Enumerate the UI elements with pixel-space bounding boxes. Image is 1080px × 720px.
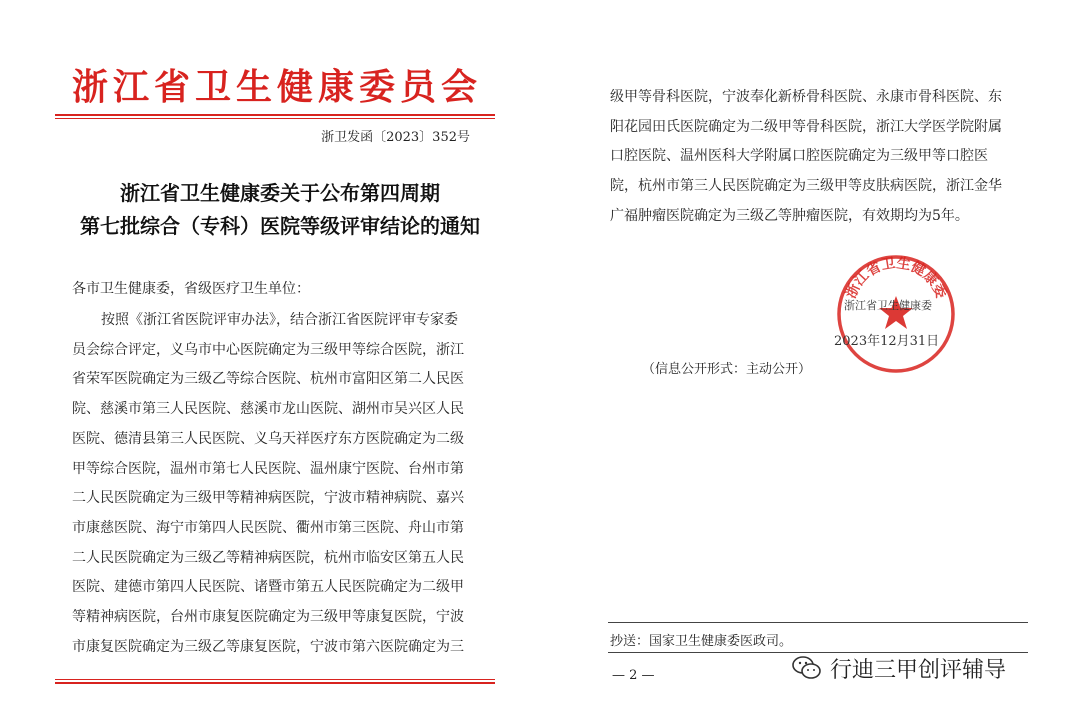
title-line: 第七批综合（专科）医院等级评审结论的通知 xyxy=(80,214,480,238)
body-line: 医院、建德市第四人民医院、诸暨市第五人民医院确定为二级甲 xyxy=(72,579,464,596)
body-line: 员会综合评定，义乌市中心医院确定为三级甲等综合医院，浙江 xyxy=(72,341,464,358)
issuer-header: 浙江省卫生健康委员会 xyxy=(72,66,483,108)
body-line: 口腔医院、温州医科大学附属口腔医院确定为三级甲等口腔医 xyxy=(610,148,988,165)
footer-rule-thick xyxy=(55,682,495,684)
wechat-icon xyxy=(790,651,824,685)
body-line: 阳花园田氏医院确定为二级甲等骨科医院，浙江大学医学院附属 xyxy=(610,118,1002,135)
header-rule-thin xyxy=(55,118,495,119)
body-text xyxy=(72,306,482,662)
seal-issuer: 浙江省卫生健康委 xyxy=(844,299,932,312)
document-number: 浙卫发函〔2023〕352号 xyxy=(321,130,470,145)
body-line: 市康复医院确定为三级乙等康复医院，宁波市第六医院确定为三 xyxy=(72,638,464,655)
watermark xyxy=(790,651,1006,685)
svg-text:浙江省卫生健康委 xyxy=(842,254,950,301)
body-line: 甲等综合医院，温州市第七人民医院、温州康宁医院、台州市第 xyxy=(72,460,464,477)
addressee: 各市卫生健康委，省级医疗卫生单位： xyxy=(72,281,310,297)
body-line: 市康慈医院、海宁市第四人民医院、衢州市第三医院、舟山市第 xyxy=(72,519,464,536)
body-line: 医院、德清县第三人民医院、义乌天祥医疗东方医院确定为二级 xyxy=(72,430,464,447)
body-line: 院、慈溪市第三人民医院、慈溪市龙山医院、湖州市吴兴区人民 xyxy=(72,401,464,418)
body-line: 二人民医院确定为三级甲等精神病医院，宁波市精神病院、嘉兴 xyxy=(72,490,464,507)
body-line: 等精神病医院，台州市康复医院确定为三级甲等康复医院，宁波 xyxy=(72,609,464,626)
body-line: 省荣军医院确定为三级乙等综合医院、杭州市富阳区第二人民医 xyxy=(72,371,464,388)
body-line: 级甲等骨科医院，宁波奉化新桥骨科医院、永康市骨科医院、东 xyxy=(610,89,1002,105)
body-text-continued xyxy=(610,83,1030,232)
cc-rule-top xyxy=(608,622,1028,623)
cc-line: 抄送：国家卫生健康委医政司。 xyxy=(610,634,793,649)
header-rule-thick xyxy=(55,114,495,116)
watermark-text: 行迪三甲创评辅导 xyxy=(830,657,1007,683)
body-line: 二人民医院确定为三级乙等精神病医院，杭州市临安区第五人民 xyxy=(72,549,464,566)
title-line: 浙江省卫生健康委关于公布第四周期 xyxy=(120,181,440,205)
official-seal xyxy=(836,254,956,374)
body-line: 院，杭州市第三人民医院确定为三级甲等皮肤病医院，浙江金华 xyxy=(610,178,1002,195)
body-line: 按照《浙江省医院评审办法》，结合浙江省医院评审专家委 xyxy=(101,312,458,328)
body-line: 广福肿瘤医院确定为三级乙等肿瘤医院，有效期均为5年。 xyxy=(610,207,969,224)
footer-rule-thin xyxy=(55,679,495,680)
document-title xyxy=(60,177,500,243)
right-page xyxy=(540,0,1080,720)
issue-date: 2023年12月31日 xyxy=(834,334,940,349)
page-number: — 2 — xyxy=(612,668,655,683)
seal-ring-text: 浙江省卫生健康委 xyxy=(843,255,949,301)
disclosure-note: （信息公开形式：主动公开） xyxy=(642,362,812,377)
